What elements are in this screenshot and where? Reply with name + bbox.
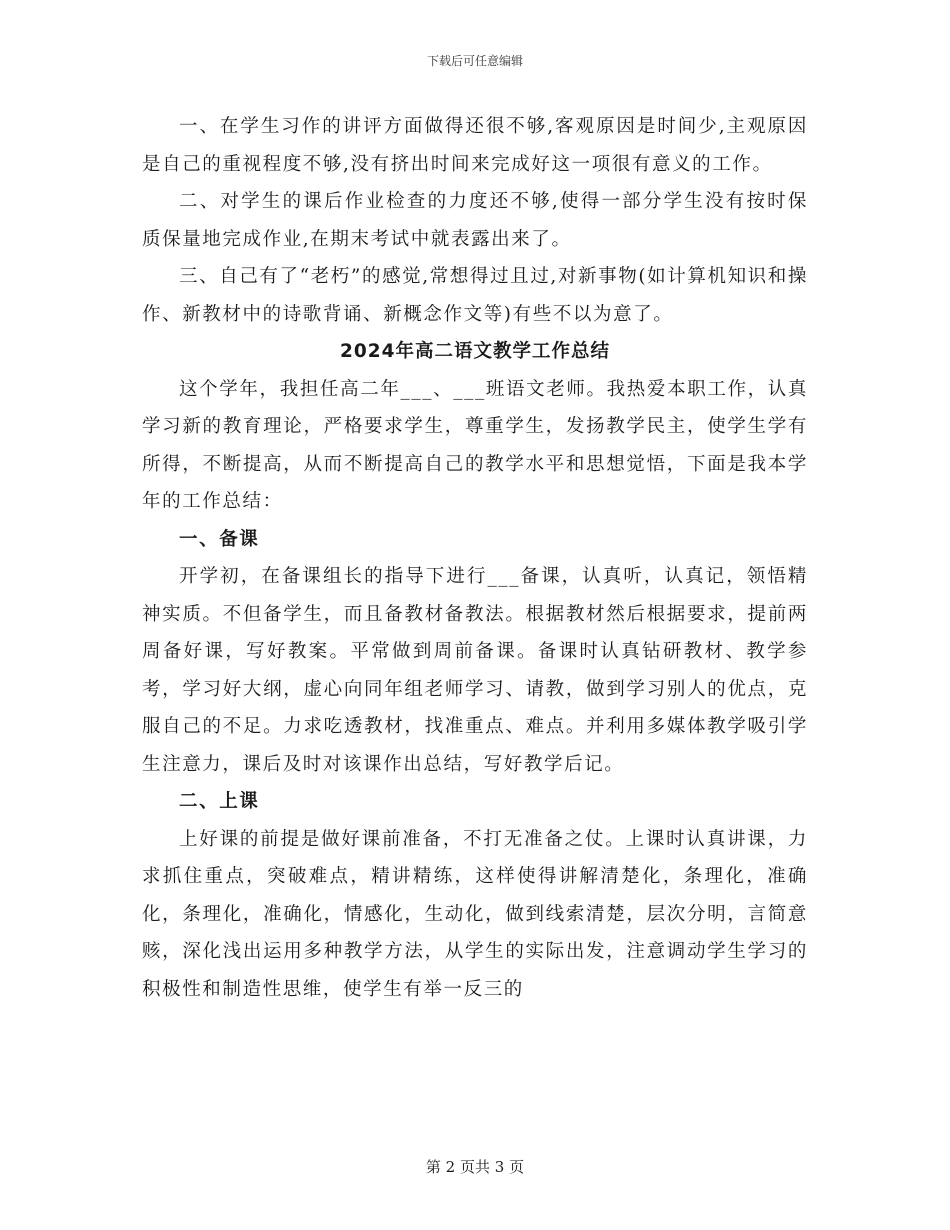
section-body-teaching: 上好课的前提是做好课前准备，不打无准备之仗。上课时认真讲课，力求抓住重点，突破难点，精讲精练，这样使得讲解清楚化，条理化，准确化，条理化，准确化，情感化，生动化，做到线索清楚，层次分明，言简意赅，深化浅出运用多种教学方法，从学生的实际出发，注意调动学生学习的积极性和制造性思维，使学生有举一反三的 bbox=[142, 828, 808, 1000]
intro-item-2: 二、对学生的课后作业检查的力度还不够,使得一部分学生没有按时保质保量地完成作业,在期末考试中就表露出来了。 bbox=[142, 191, 808, 250]
article-title: 2024年高二语文教学工作总结 bbox=[340, 341, 610, 362]
opening-paragraph: 这个学年，我担任高二年___、___班语文老师。我热爱本职工作，认真学习新的教育理论，严格要求学生，尊重学生，发扬教学民主，使学生学有所得，不断提高，从而不断提高自己的教学水平和思想觉悟，下面是我本学年的工作总结： bbox=[142, 378, 808, 512]
header-note: 下载后可任意编辑 bbox=[426, 54, 523, 68]
section-body-lesson-prep: 开学初，在备课组长的指导下进行___备课，认真听，认真记，领悟精神实质。不但备学生，而且备教材备教法。根据教材然后根据要求，提前两周备好课，写好教案。平常做到周前备课。备课时认真钻研教材、教学参考，学习好大纲，虚心向同年组老师学习、请教，做到学习别人的优点，克服自己的不足。力求吃透教材，找准重点、难点。并利用多媒体教学吸引学生注意力，课后及时对该课作出总结，写好教学后记。 bbox=[142, 566, 808, 775]
intro-item-3: 三、自己有了“老朽”的感觉,常想得过且过,对新事物(如计算机知识和操作、新教材中的诗歌背诵、新概念作文等)有些不以为意了。 bbox=[142, 266, 808, 325]
intro-item-1: 一、在学生习作的讲评方面做得还很不够,客观原因是时间少,主观原因是自己的重视程度不够,没有挤出时间来完成好这一项很有意义的工作。 bbox=[142, 116, 808, 175]
section-heading-teaching: 二、上课 bbox=[179, 791, 260, 812]
page-number: 第 2 页共 3 页 bbox=[425, 1158, 525, 1176]
section-heading-lesson-prep: 一、备课 bbox=[179, 528, 260, 550]
document-body bbox=[142, 108, 808, 1008]
